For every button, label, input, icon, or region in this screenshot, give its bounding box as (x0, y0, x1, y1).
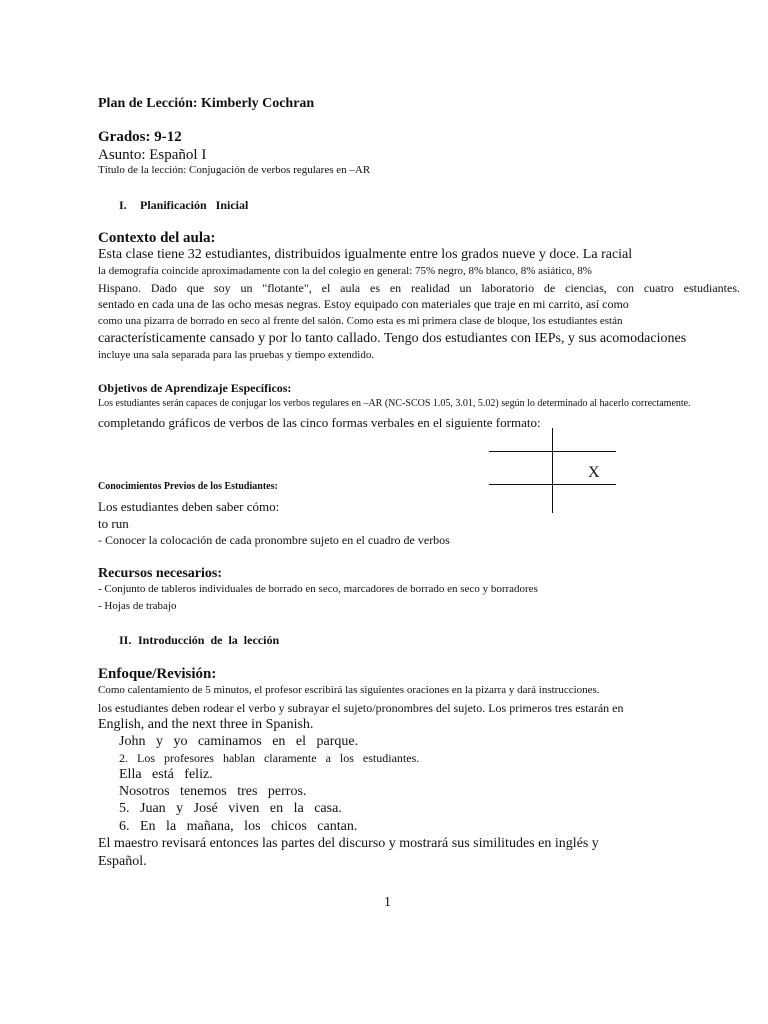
objectives-line: completando gráficos de verbos de las cinco formas verbales en el siguiente formato: (98, 415, 541, 430)
section-1-heading: Planificación Inicial (140, 198, 249, 212)
context-line: la demografía coincide aproximadamente con la del colegio en general: 75% negro, 8% blanco, 8% asiático, 8% (98, 265, 592, 277)
page-number: 1 (384, 895, 391, 910)
prior-knowledge-line: Los estudiantes deben saber cómo: (98, 499, 280, 514)
subject: Asunto: Español I (98, 147, 207, 163)
focus-line: los estudiantes deben rodear el verbo y subrayar el sujeto/pronombres del sujeto. Los primeros tres estarán en (98, 701, 624, 715)
verb-chart-middle-line (489, 484, 616, 485)
context-line: como una pizarra de borrado en seco al frente del salón. Como esta es mi primera clase de bloque, los estudiantes están (98, 315, 623, 327)
focus-line: Como calentamiento de 5 minutos, el profesor escribirá las siguientes oraciones en la pizarra y dará instrucciones. (98, 684, 600, 696)
prior-knowledge-heading: Conocimientos Previos de los Estudiantes: (98, 481, 278, 492)
prior-knowledge-line: to run (98, 516, 129, 531)
focus-closing: El maestro revisará entonces las partes del discurso y mostrará sus similitudes en inglés y (98, 836, 599, 851)
verb-chart-top-line (489, 451, 616, 452)
resources-line: - Conjunto de tableros individuales de borrado en seco, marcadores de borrado en seco y borradores (98, 583, 538, 595)
objectives-heading: Objetivos de Aprendizaje Específicos: (98, 381, 292, 395)
focus-line: English, and the next three in Spanish. (98, 717, 314, 732)
warmup-sentence: Nosotros tenemos tres perros. (119, 784, 307, 799)
document-title: Plan de Lección: Kimberly Cochran (98, 96, 315, 111)
warmup-sentence: 6. En la mañana, los chicos cantan. (119, 819, 358, 834)
focus-closing: Español. (98, 854, 147, 869)
verb-chart-mark: X (588, 464, 600, 481)
lesson-title: Título de la lección: Conjugación de verbos regulares en –AR (98, 164, 371, 176)
warmup-sentence: John y yo caminamos en el parque. (119, 734, 359, 749)
context-heading: Contexto del aula: (98, 230, 216, 246)
prior-knowledge-line: - Conocer la colocación de cada pronombre sujeto en el cuadro de verbos (98, 533, 450, 547)
section-1-number: I. (119, 198, 127, 212)
focus-heading: Enfoque/Revisión: (98, 666, 217, 682)
resources-heading: Recursos necesarios: (98, 566, 223, 581)
warmup-sentence: Ella está feliz. (119, 767, 213, 782)
context-line: Esta clase tiene 32 estudiantes, distribuidos igualmente entre los grados nueve y doce. La racial (98, 247, 633, 262)
context-line: Hispano. Dado que soy un "flotante", el aula es en realidad un laboratorio de ciencias, con cuatro estudiantes. (98, 281, 740, 295)
resources-line: - Hojas de trabajo (98, 600, 177, 612)
context-line: sentado en cada una de las ocho mesas negras. Estoy equipado con materiales que traje en mi carrito, así como (98, 297, 629, 311)
objectives-line: Los estudiantes serán capaces de conjugar los verbos regulares en –AR (NC-SCOS 1.05, 3.01, 5.02) según lo determinado al hacerlo correctamente. (98, 398, 691, 409)
warmup-sentence: 5. Juan y José viven en la casa. (119, 801, 342, 816)
section-2-heading: Introducción de la lección (138, 633, 280, 647)
section-2-number: II. (119, 633, 132, 647)
context-line: característicamente cansado y por lo tanto callado. Tengo dos estudiantes con IEPs, y sus acomodaciones (98, 331, 687, 346)
warmup-sentence: 2. Los profesores hablan claramente a los estudiantes. (119, 751, 420, 765)
context-line: incluye una sala separada para las pruebas y tiempo extendido. (98, 349, 375, 361)
verb-chart-vertical-line (552, 428, 553, 513)
grades: Grados: 9-12 (98, 129, 182, 145)
